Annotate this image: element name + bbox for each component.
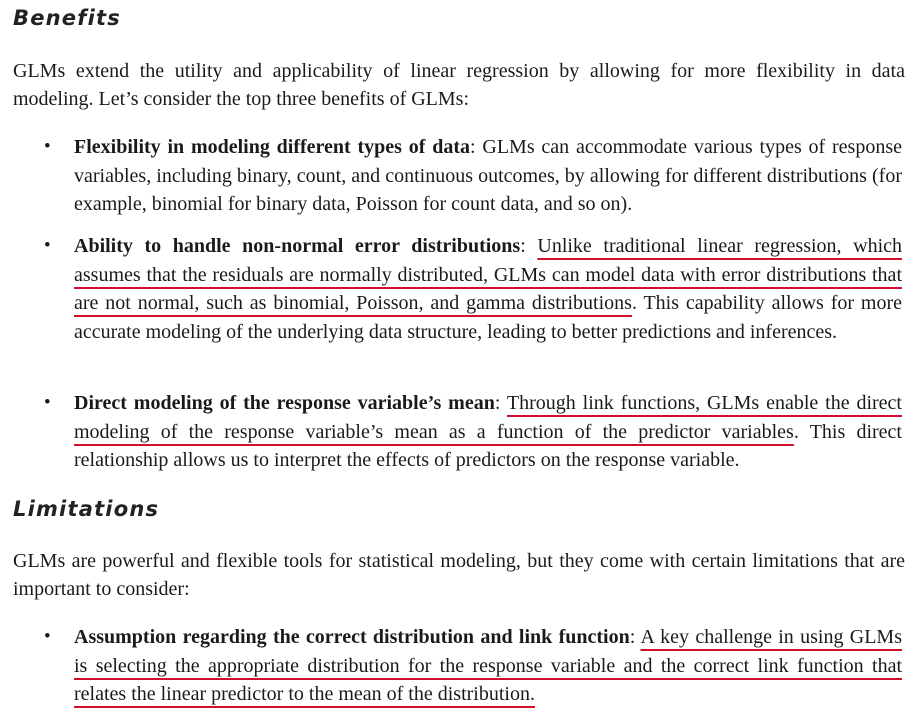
list-item-term: Assumption regarding the correct distribution and link function xyxy=(74,626,630,648)
list-item-text: GLMs can accommodate various types of response variables, including binary, count, and continuous outcomes, by allowing for different distributions (for example, binomial for binary data, Poisson for count data, and so on). xyxy=(74,136,902,215)
list-item xyxy=(74,232,902,346)
list-item-term: Ability to handle non-normal error distributions xyxy=(74,235,521,257)
list-item-separator: : xyxy=(629,626,641,648)
list-item-highlight: Through link functions, GLMs enable the direct modeling of the response variable’s mean as a function of the predictor variables xyxy=(74,392,902,443)
list-item-term: Direct modeling of the response variable’s mean xyxy=(74,392,495,414)
section-heading-benefits: Benefits xyxy=(13,6,121,30)
list-item-separator: : xyxy=(520,235,538,257)
list-item xyxy=(74,133,902,219)
list-item-separator: : xyxy=(494,392,507,414)
benefits-intro-paragraph: GLMs extend the utility and applicability of linear regression by allowing for more flexibility in data modeling. Let’s consider the top three benefits of GLMs: xyxy=(13,60,905,110)
list-item-text: . This direct relationship allows us to interpret the effects of predictors on the response variable. xyxy=(74,420,902,471)
list-item xyxy=(74,389,902,475)
list-item-text: . This capability allows for more accurate modeling of the underlying data structure, leading to better predictions and inferences. xyxy=(74,292,903,343)
list-item xyxy=(74,623,902,709)
list-item-highlight: Unlike traditional linear regression, which assumes that the residuals are normally distributed, GLMs can model data with error distributions that are not normal, such as binomial, Poisson, and gamma distributions xyxy=(74,235,903,314)
limitations-intro-paragraph: GLMs are powerful and flexible tools for statistical modeling, but they come with certain limitations that are important to consider: xyxy=(13,550,905,600)
list-item-separator: : xyxy=(470,136,483,158)
list-item-term: Flexibility in modeling different types of data xyxy=(74,136,471,158)
section-heading-limitations: Limitations xyxy=(13,497,160,521)
list-item-highlight: A key challenge in using GLMs is selecting the appropriate distribution for the response variable and the correct link function that relates the linear predictor to the mean of the distribution. xyxy=(74,626,902,705)
